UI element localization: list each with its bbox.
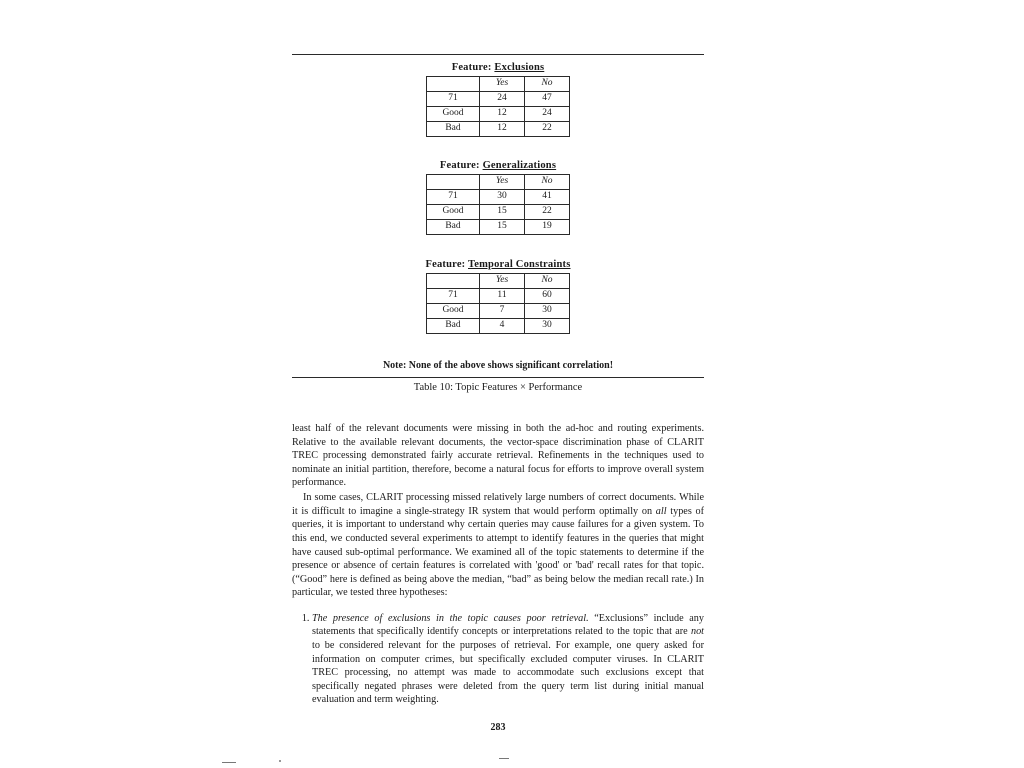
cell-no: 30 xyxy=(525,303,570,318)
row-label: Bad xyxy=(427,121,480,136)
cell-no: 30 xyxy=(525,318,570,333)
row-label: Good xyxy=(427,106,480,121)
paragraph-2-part-b: types of queries, it is important to understand why certain queries may cause failures for a given system. To this end, we conducted several experiments to attempt to identify features in the queries that might have caused sub-optimal performance. We examined all of the topic statements to determine if the presence or absence of certain features is correlated with 'good' or 'bad' recall rates for that topic. (“Good” here is defined as being above the median, “bad” as being below the median recall rate.) In particular, we tested three hypotheses: xyxy=(292,505,704,599)
table-block-bottom-rule xyxy=(292,377,704,378)
hypothesis-text-b: to be considered relevant for the purposes of retrieval. For example, one query asked for information on computer crimes, but specifically excluded computer viruses. In CLARIT TREC processing, no attempt was made to accommodate such exclusions except that specifically negated phrases were deleted from the query term list during initial manual evaluation and term weighting. xyxy=(312,639,704,706)
list-item xyxy=(312,612,704,707)
cell-yes: 7 xyxy=(480,303,525,318)
feature-name: Temporal Constraints xyxy=(468,259,571,270)
data-table xyxy=(426,76,570,137)
cell-no: 24 xyxy=(525,106,570,121)
cell-no: 22 xyxy=(525,121,570,136)
feature-label: Feature: xyxy=(425,259,466,270)
row-count: 71 xyxy=(427,189,480,204)
row-label: Bad xyxy=(427,219,480,234)
cell-yes: 11 xyxy=(480,288,525,303)
table-row xyxy=(427,318,570,333)
cell-yes: 4 xyxy=(480,318,525,333)
col-header-no: No xyxy=(525,77,570,92)
cell-no: 19 xyxy=(525,219,570,234)
table-row xyxy=(427,303,570,318)
table-row xyxy=(427,106,570,121)
table-header-row xyxy=(427,175,570,190)
cell-no: 41 xyxy=(525,189,570,204)
row-label: Good xyxy=(427,303,480,318)
feature-name: Generalizations xyxy=(482,160,557,171)
page-number: 283 xyxy=(490,722,506,733)
paragraph-2-emphasis: all xyxy=(655,505,667,517)
table-note: Note: None of the above shows significant correlation! xyxy=(382,360,614,371)
data-table xyxy=(426,273,570,334)
feature-caption xyxy=(292,62,704,73)
col-header-yes: Yes xyxy=(480,77,525,92)
table-header-row xyxy=(427,77,570,92)
cell-yes: 12 xyxy=(480,106,525,121)
feature-caption xyxy=(292,259,704,270)
feature-caption xyxy=(292,160,704,171)
table-row xyxy=(427,219,570,234)
cell-no: 47 xyxy=(525,91,570,106)
feature-label: Feature: xyxy=(451,62,492,73)
hypothesis-statement: The presence of exclusions in the topic causes poor retrieval. xyxy=(312,612,589,624)
table-row xyxy=(427,189,570,204)
table-row xyxy=(427,121,570,136)
table-block-top-rule xyxy=(292,54,704,55)
row-label: Bad xyxy=(427,318,480,333)
table-row xyxy=(427,91,570,106)
table-row xyxy=(427,288,570,303)
scan-artifact xyxy=(222,762,236,763)
row-count: 71 xyxy=(427,288,480,303)
col-header-blank xyxy=(427,77,480,92)
feature-table-exclusions xyxy=(292,62,704,137)
col-header-blank xyxy=(427,175,480,190)
cell-no: 22 xyxy=(525,204,570,219)
col-header-blank xyxy=(427,274,480,289)
feature-label: Feature: xyxy=(439,160,480,171)
cell-yes: 30 xyxy=(480,189,525,204)
col-header-no: No xyxy=(525,274,570,289)
hypothesis-emphasis-not: not xyxy=(690,626,704,638)
scan-artifact xyxy=(279,760,281,762)
cell-no: 60 xyxy=(525,288,570,303)
body-text xyxy=(292,422,704,707)
feature-name: Exclusions xyxy=(494,62,545,73)
cell-yes: 15 xyxy=(480,219,525,234)
hypothesis-list xyxy=(292,612,704,707)
data-table xyxy=(426,174,570,235)
table-row xyxy=(427,204,570,219)
hypothesis-text-a: “Exclusions” include any statements that specifically identify concepts or interpretations related to the topic that are xyxy=(312,612,704,638)
row-label: Good xyxy=(427,204,480,219)
scan-artifact xyxy=(499,758,509,759)
cell-yes: 12 xyxy=(480,121,525,136)
paragraph-2 xyxy=(292,491,704,600)
paragraph-1: least half of the relevant documents were missing in both the ad-hoc and routing experiments. Relative to the available relevant documents, the vector-space discrimination phase of CLARIT TREC processing demonstrated fairly accurate retrieval. Refinements in the techniques used to nominate an initial partition, therefore, become a natural focus for efforts to improve overall system performance. xyxy=(292,423,704,489)
feature-table-temporal-constraints xyxy=(292,259,704,334)
col-header-yes: Yes xyxy=(480,274,525,289)
col-header-yes: Yes xyxy=(480,175,525,190)
table-header-row xyxy=(427,274,570,289)
table-caption: Table 10: Topic Features × Performance xyxy=(413,382,583,393)
feature-table-generalizations xyxy=(292,160,704,235)
row-count: 71 xyxy=(427,91,480,106)
cell-yes: 24 xyxy=(480,91,525,106)
cell-yes: 15 xyxy=(480,204,525,219)
paragraph-2-part-a: In some cases, CLARIT processing missed relatively large numbers of correct documents. While it is difficult to imagine a single-strategy IR system that would perform optimally on xyxy=(292,492,704,517)
col-header-no: No xyxy=(525,175,570,190)
